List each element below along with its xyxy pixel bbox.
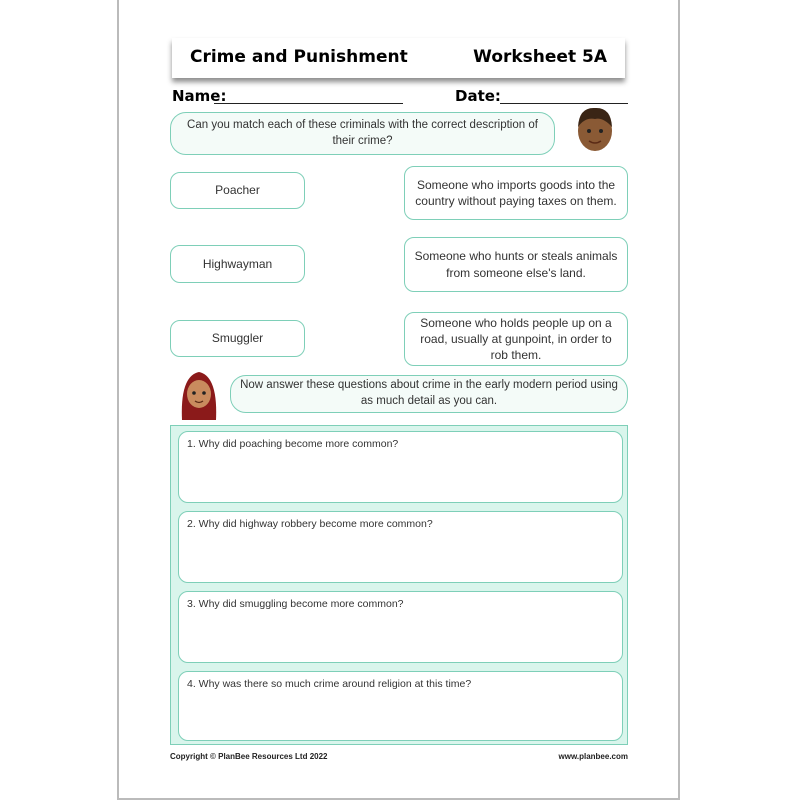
girl-avatar-icon [178, 366, 220, 422]
criminal-card[interactable]: Smuggler [170, 320, 305, 357]
answer-box[interactable] [178, 511, 623, 583]
date-label: Date: [455, 87, 501, 105]
intro-speech-bubble: Can you match each of these criminals with the correct description of their crime? [170, 112, 555, 155]
name-line[interactable] [214, 103, 403, 104]
website-link[interactable]: www.planbee.com [558, 752, 628, 761]
copyright-text: Copyright © PlanBee Resources Ltd 2022 [170, 752, 328, 761]
boy-avatar-icon [573, 103, 617, 157]
question-text: 1. Why did poaching become more common? [187, 438, 399, 450]
question-text: 2. Why did highway robbery become more common? [187, 518, 433, 530]
answer-box[interactable] [178, 671, 623, 741]
questions-panel [170, 425, 628, 745]
description-card[interactable]: Someone who hunts or steals animals from someone else's land. [404, 237, 628, 292]
description-card[interactable]: Someone who holds people up on a road, usually at gunpoint, in order to rob them. [404, 312, 628, 366]
criminal-card[interactable]: Poacher [170, 172, 305, 209]
question-text: 4. Why was there so much crime around religion at this time? [187, 678, 472, 690]
answer-box[interactable] [178, 591, 623, 663]
instruction-speech-bubble: Now answer these questions about crime in the early modern period using as much detail as you can. [230, 375, 628, 413]
description-card[interactable]: Someone who imports goods into the country without paying taxes on them. [404, 166, 628, 220]
question-text: 3. Why did smuggling become more common? [187, 598, 404, 610]
worksheet-title: Crime and Punishment [190, 47, 408, 67]
name-label: Name: [172, 87, 227, 105]
answer-box[interactable] [178, 431, 623, 503]
header-banner [172, 38, 625, 78]
criminal-card[interactable]: Highwayman [170, 245, 305, 283]
worksheet-number: Worksheet 5A [473, 47, 607, 67]
